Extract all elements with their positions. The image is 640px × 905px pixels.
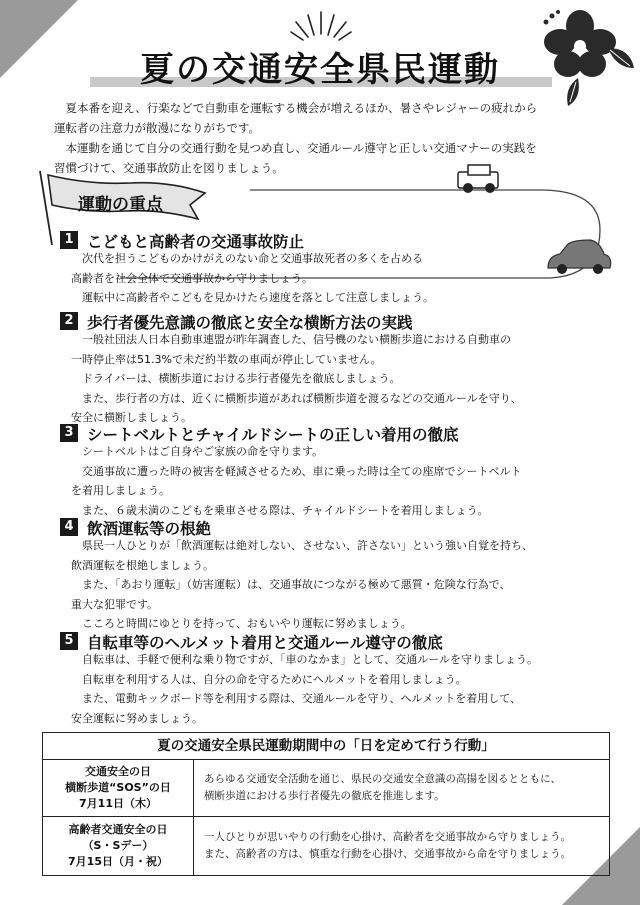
section-line: 自転車を利用する人は、自分の命を守るためにヘルメットを着用しましょう。 [60, 672, 467, 686]
section-line: 安全運転に努めましょう。 [60, 711, 203, 725]
hibiscus-icon [538, 8, 638, 108]
row-label-line: 7月11日（木） [79, 797, 157, 810]
table-row-label [43, 817, 194, 875]
section-line: 次代を担うこどものかけがえのない命と交通事故死者の多くを占める [60, 252, 423, 265]
intro-line: 運転者の注意力が散漫になりがちです。 [54, 121, 260, 135]
section-line: 重大な犯罪です。 [60, 597, 159, 611]
section-line: 自転車は、手軽で便利な乗り物ですが、「車のなかま」として、交通ルールを守りましょう。 [60, 653, 539, 666]
row-label-line: 横断歩道“SOS”の日 [65, 781, 171, 794]
row-label-line: 高齢者交通安全の日 [68, 823, 168, 836]
section-number: 4 [60, 518, 78, 536]
table-row-label [43, 760, 194, 816]
table-row-description [194, 760, 609, 816]
banner-label: 運動の重点 [78, 195, 163, 215]
table-heading: 夏の交通安全県民運動期間中の「日を定めて行う行動」 [43, 733, 609, 760]
section-2 [60, 311, 580, 428]
section-line: こころと時間にゆとりを持って、おもいやり運転に努めましょう。 [60, 617, 412, 630]
section-line: 運転中に高齢者やこどもを見かけたら速度を落として注意しましょう。 [60, 291, 434, 304]
section-3 [60, 423, 580, 520]
section-number: 1 [60, 231, 78, 249]
section-title: シートベルトとチャイルドシートの正しい着用の徹底 [87, 426, 459, 444]
section-line: 飲酒運転を根絶しましょう。 [60, 558, 214, 572]
row-label-line: （S・Sデー） [82, 839, 154, 852]
section-number: 5 [60, 632, 78, 650]
intro-line: 習慣づけて、交通事故防止を図りましょう。 [54, 161, 284, 175]
page-title: 夏の交通安全県民運動 [140, 50, 500, 90]
row-text-line: 横断歩道における歩行者優先の徹底を推進します。 [204, 790, 445, 802]
section-4 [60, 517, 580, 634]
section-line: また、電動キックボード等を利用する際は、交通ルールを守り、ヘルメットを着用して、 [60, 692, 522, 705]
section-number: 3 [60, 424, 78, 442]
section-line: 高齢者を社会全体で交通事故から守りましょう。 [60, 271, 313, 285]
section-line: 一時停止率は51.3%で未だ約半数の車両が停止していません。 [60, 352, 382, 366]
section-line: 県民一人ひとりが「飲酒運転は絶対しない、させない、許さない」という強い自覚を持ち、 [60, 539, 533, 552]
intro-line: 本運動を通じて自分の交通行動を見つめ直し、交通ルール遵守と正しい交通マナーの実践を [54, 141, 537, 155]
row-text-line: 一人ひとりが思いやりの行動を心掛け、高齢者を交通事故から守りましょう。 [204, 831, 572, 843]
jeep-icon [458, 165, 498, 193]
row-label-line: 7月15日（月・祝） [68, 855, 168, 868]
section-line: また、歩行者の方は、近くに横断歩道があれば横断歩道を渡るなどの交通ルールを守り、 [60, 391, 522, 405]
section-title: こどもと高齢者の交通事故防止 [87, 233, 305, 251]
table-row-description [194, 817, 609, 875]
row-label-line: 交通安全の日 [85, 765, 151, 778]
section-1 [60, 230, 580, 308]
section-line: 安全に横断しましょう。 [60, 411, 192, 424]
section-line: を着用しましょう。 [60, 484, 170, 497]
section-line: また、６歳未満のこどもを乗車させる際は、チャイルドシートを着用しましょう。 [60, 503, 489, 517]
section-title: 自転車等のヘルメット着用と交通ルール遵守の徹底 [87, 634, 443, 652]
section-title: 飲酒運転等の根絶 [87, 520, 212, 538]
section-line: また、「あおり運転」（妨害運転）は、交通事故につながる極めて悪質・危険な行為で、 [60, 578, 511, 591]
intro-line: 夏本番を迎え、行楽などで自動車を運転する機会が増えるほか、暑さやレジャーの疲れから [54, 101, 538, 115]
table-row [43, 817, 609, 875]
row-text-line: また、高齢者の方は、慎重な行動を心掛け、交通事故から命を守りましょう。 [204, 848, 572, 860]
section-5 [60, 631, 580, 728]
section-line: ドライバーは、横断歩道における歩行者優先を徹底しましょう。 [60, 372, 401, 385]
sunburst-icon [286, 4, 356, 44]
row-text-line: あらゆる交通安全活動を通じ、県民の交通安全意識の高揚を図るとともに、 [204, 773, 561, 785]
table-row [43, 760, 609, 817]
section-line: 一般社団法人日本自動車連盟が昨年調査した、信号機のない横断歩道における自動車の [60, 333, 511, 346]
section-title: 歩行者優先意識の徹底と安全な横断方法の実践 [87, 314, 413, 332]
section-line: シートベルトはご自身やご家族の命を守ります。 [60, 445, 324, 458]
section-number: 2 [60, 312, 78, 330]
action-days-table [42, 732, 610, 876]
section-line: 交通事故に遭った時の被害を軽減させるため、車に乗った時は全ての座席でシートベルト [60, 464, 522, 478]
